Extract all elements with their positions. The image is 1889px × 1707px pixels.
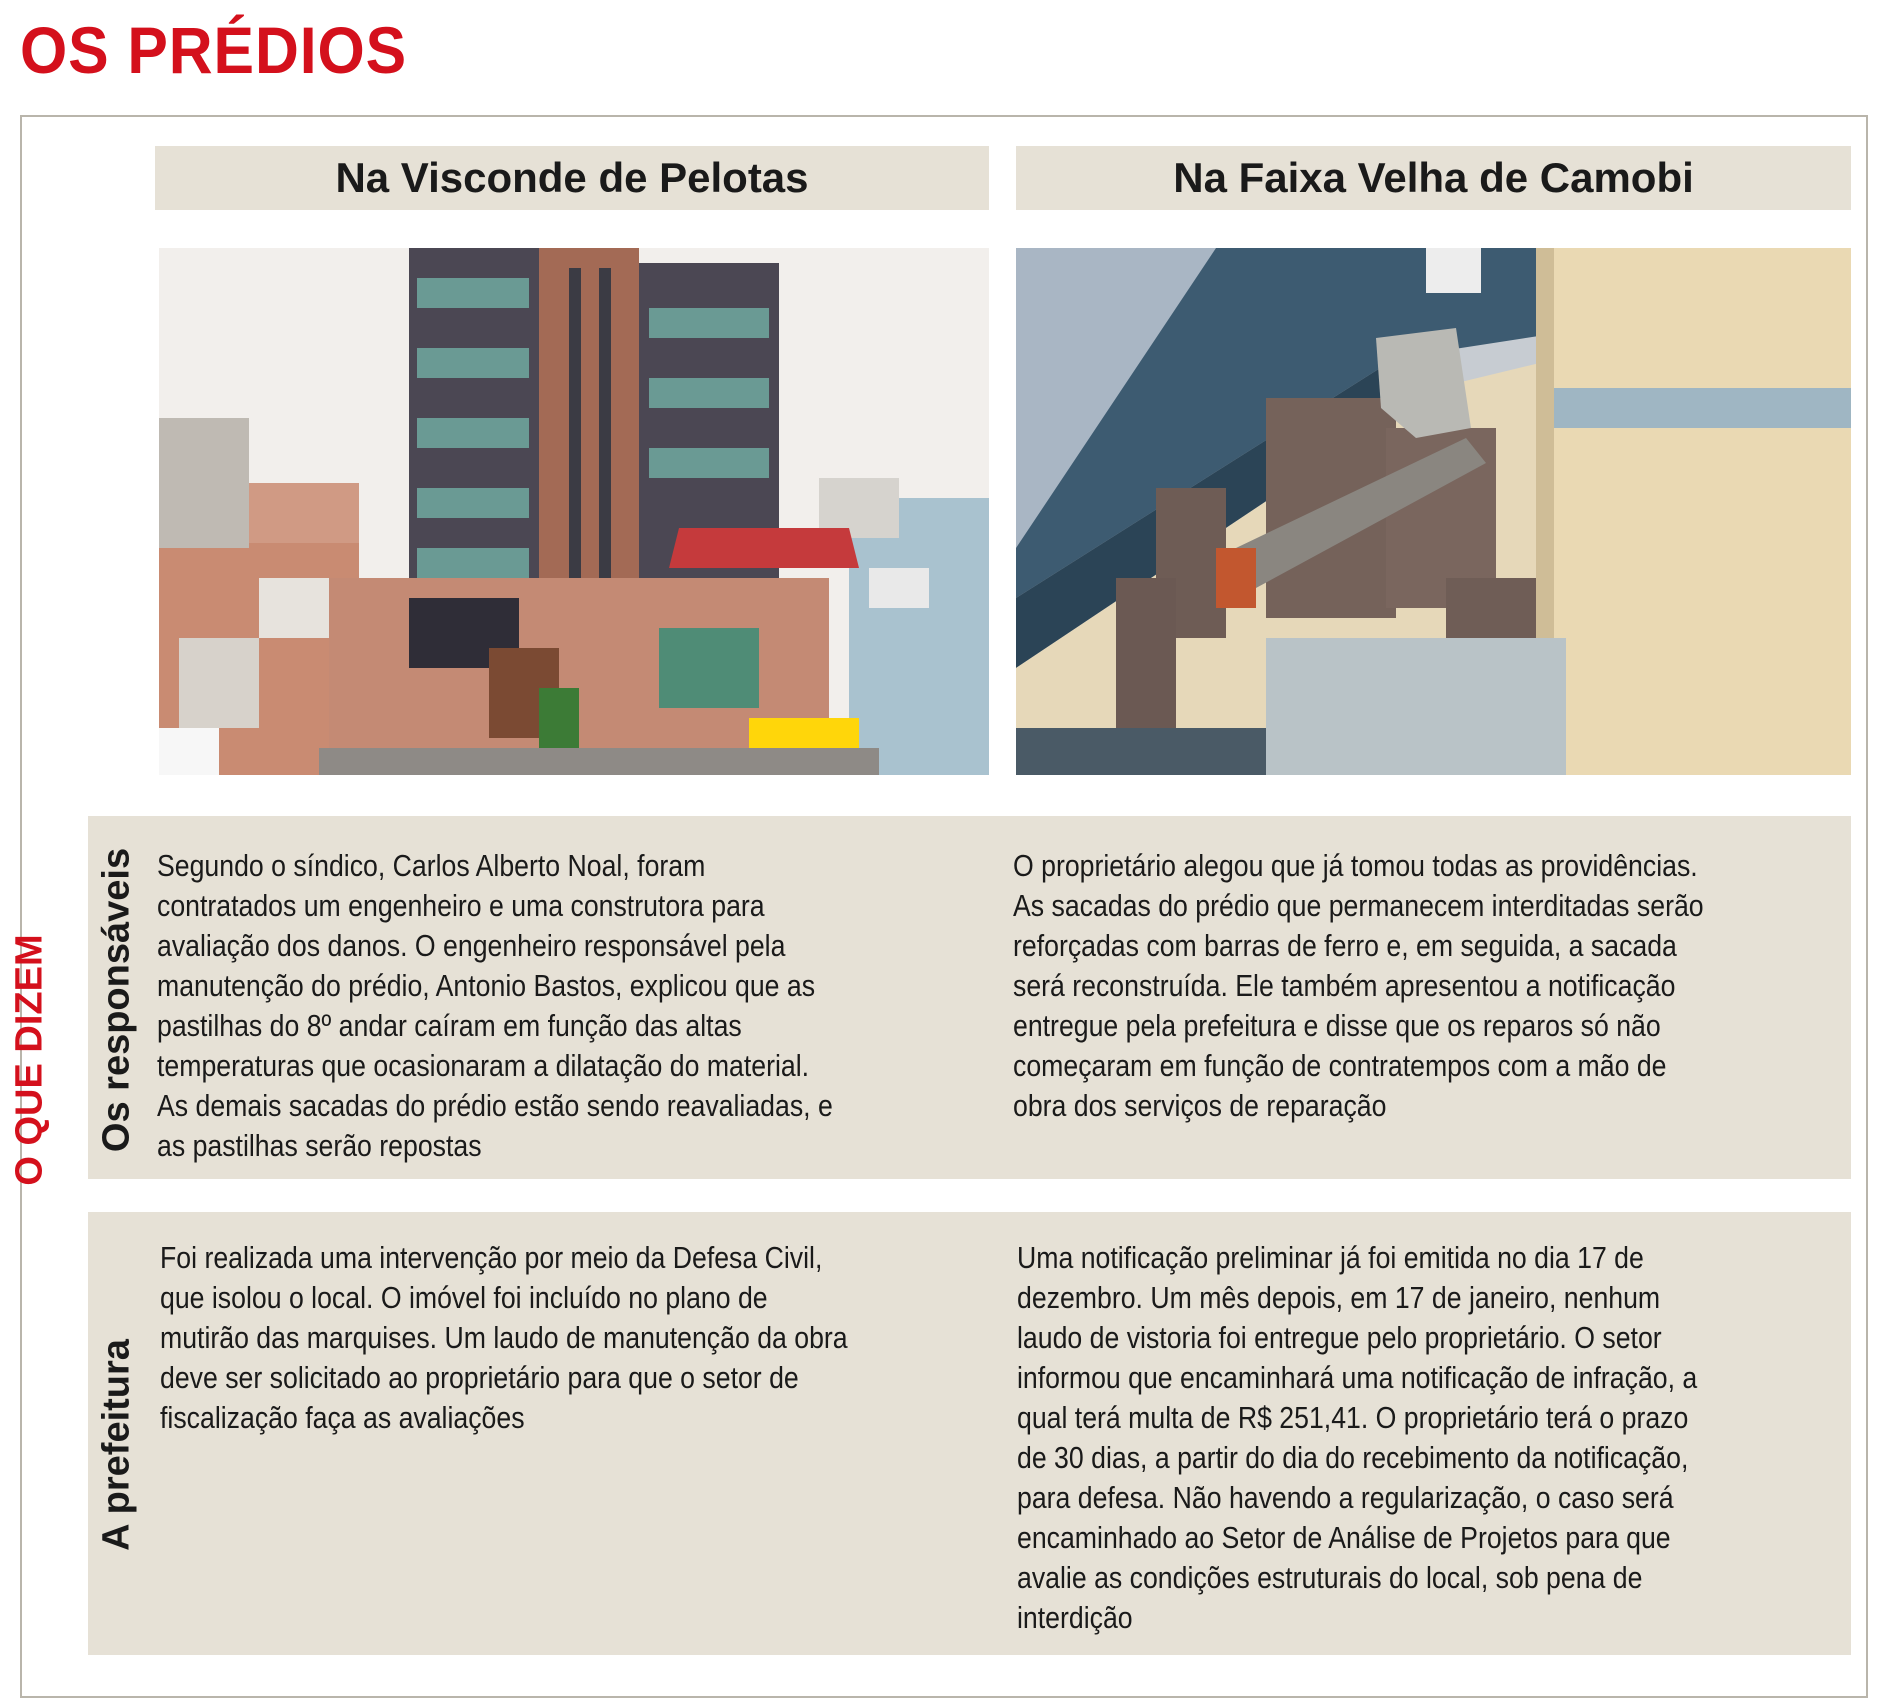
column-header-visconde: Na Visconde de Pelotas — [155, 146, 989, 210]
building-tower-illustration — [159, 248, 989, 775]
cell-responsaveis-visconde: Segundo o síndico, Carlos Alberto Noal, foram contratados um engenheiro e uma construtora para avaliação dos danos. O engenheiro responsável pela manutenção do prédio, Antonio Bastos, explicou que as pastilhas do 8º andar caíram em função das altas temperaturas que ocasionaram a dilatação do material. As demais sacadas do prédio estão sendo reavaliadas, e as pastilhas serão repostas — [157, 848, 833, 1163]
section-label-text: O QUE DIZEM — [8, 934, 51, 1186]
section-label — [8, 934, 90, 1186]
cell-prefeitura-visconde: Foi realizada uma intervenção por meio da Defesa Civil, que isolou o local. O imóvel foi incluído no plano de mutirão das marquises. Um laudo de manutenção da obra deve ser solicitado ao proprietário para que o setor de fiscalização faça as avaliações — [160, 1240, 848, 1435]
photo-building-camobi — [1016, 248, 1851, 775]
page-title: OS PRÉDIOS — [20, 13, 408, 87]
photo-building-visconde — [159, 248, 989, 775]
row-label-prefeitura — [95, 1339, 177, 1551]
damaged-balcony-illustration — [1016, 248, 1851, 775]
row-label-responsaveis-text: Os responsáveis — [95, 847, 138, 1153]
cell-prefeitura-camobi: Uma notificação preliminar já foi emitida no dia 17 de dezembro. Um mês depois, em 17 de janeiro, nenhum laudo de vistoria foi entregue pelo proprietário. O setor informou que encaminhará uma notificação de infração, a qual terá multa de R$ 251,41. O proprietário terá o prazo de 30 dias, a partir do dia do recebimento da notificação, para defesa. Não havendo a regularização, o caso será encaminhado ao Setor de Análise de Projetos para que avalie as condições estruturais do local, sob pena de interdição — [1017, 1240, 1698, 1635]
cell-responsaveis-camobi: O proprietário alegou que já tomou todas as providências. As sacadas do prédio que permanecem interditadas serão reforçadas com barras de ferro e, em seguida, a sacada será reconstruída. Ele também apresentou a notificação entregue pela prefeitura e disse que os reparos só não começaram em função de contratempos com a mão de obra dos serviços de reparação — [1013, 848, 1704, 1123]
row-label-prefeitura-text: A prefeitura — [95, 1339, 138, 1551]
column-header-camobi: Na Faixa Velha de Camobi — [1016, 146, 1851, 210]
